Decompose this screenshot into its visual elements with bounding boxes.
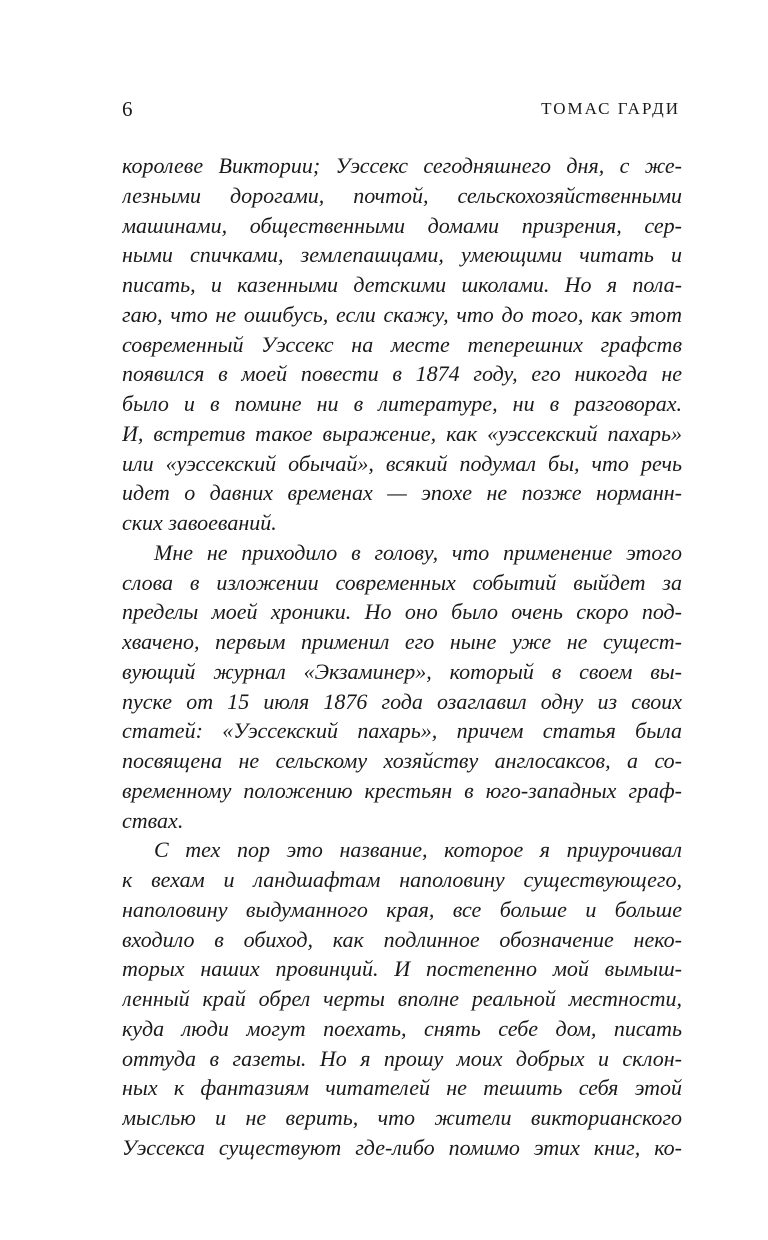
text-line: гаю, что не ошибусь, если скажу, что до того, как этот: [122, 301, 682, 327]
text-line: оттуда в газеты. Но я прошу моих добрых и склон-: [122, 1045, 682, 1071]
paragraph-end-line: ствах.: [122, 807, 184, 833]
paragraph-first-line: С тех пор это название, которое я приурочивал: [154, 837, 682, 863]
text-line: статей: «Уэссекский пахарь», причем статья была: [122, 718, 682, 744]
text-line: временному положению крестьян в юго-западных граф-: [122, 777, 682, 803]
text-line: Уэссекса существуют где-либо помимо этих книг, ко-: [122, 1134, 682, 1160]
text-line: появился в моей повести в 1874 году, его никогда не: [122, 361, 682, 387]
text-line: ленный край обрел черты вполне реальной местности,: [122, 986, 682, 1011]
text-line: писать, и казенными детскими школами. Но я пола-: [122, 272, 682, 297]
body-text: [122, 151, 682, 1163]
text-line: слова в изложении современных событий выйдет за: [122, 569, 682, 595]
page-number: 6: [122, 97, 133, 121]
running-title: ТОМАС ГАРДИ: [541, 99, 680, 118]
running-head: [122, 94, 680, 124]
text-line: было и в помине ни в литературе, ни в разговорах.: [122, 391, 682, 416]
text-line: вующий журнал «Экзаминер», который в своем вы-: [122, 658, 682, 684]
text-line: торых наших провинций. И постепенно мой вымыш-: [122, 956, 682, 982]
text-line: ными спичками, землепашцами, умеющими читать и: [122, 242, 682, 268]
text-line: лезными дорогами, почтой, сельскохозяйственными: [122, 182, 682, 208]
text-line: мыслью и не верить, что жители викторианского: [122, 1105, 682, 1130]
text-line: ных к фантазиям читателей не тешить себя этой: [122, 1075, 682, 1101]
text-line: машинами, общественными домами призрения, сер-: [122, 212, 682, 238]
text-line: пределы моей хроники. Но оно было очень скоро под-: [122, 599, 682, 625]
text-line: пуске от 15 июля 1876 года озаглавил одну из своих: [122, 688, 682, 714]
paragraph-end-line: ских завоеваний.: [122, 510, 277, 535]
paragraph-first-line: Мне не приходило в голову, что применение этого: [154, 539, 682, 565]
text-line: королеве Виктории; Уэссекс сегодняшнего дня, с же-: [122, 153, 682, 178]
text-line: наполовину выдуманного края, все больше и больше: [122, 896, 682, 922]
text-line: современный Уэссекс на месте теперешних графств: [122, 331, 682, 357]
text-line: идет о давних временах — эпохе не позже норманн-: [122, 480, 682, 506]
text-line: И, встретив такое выражение, как «уэссекский пахарь»: [122, 420, 682, 446]
text-line: к вехам и ландшафтам наполовину существующего,: [122, 867, 682, 892]
text-line: хвачено, первым применил его ныне уже не сущест-: [122, 629, 682, 654]
text-line: куда люди могут поехать, снять себе дом, писать: [122, 1015, 682, 1041]
text-line: посвящена не сельскому хозяйству англосаксов, а со-: [122, 748, 682, 773]
text-line: или «уэссекский обычай», всякий подумал бы, что речь: [122, 450, 682, 476]
text-line: входило в обиход, как подлинное обозначение неко-: [122, 926, 682, 952]
